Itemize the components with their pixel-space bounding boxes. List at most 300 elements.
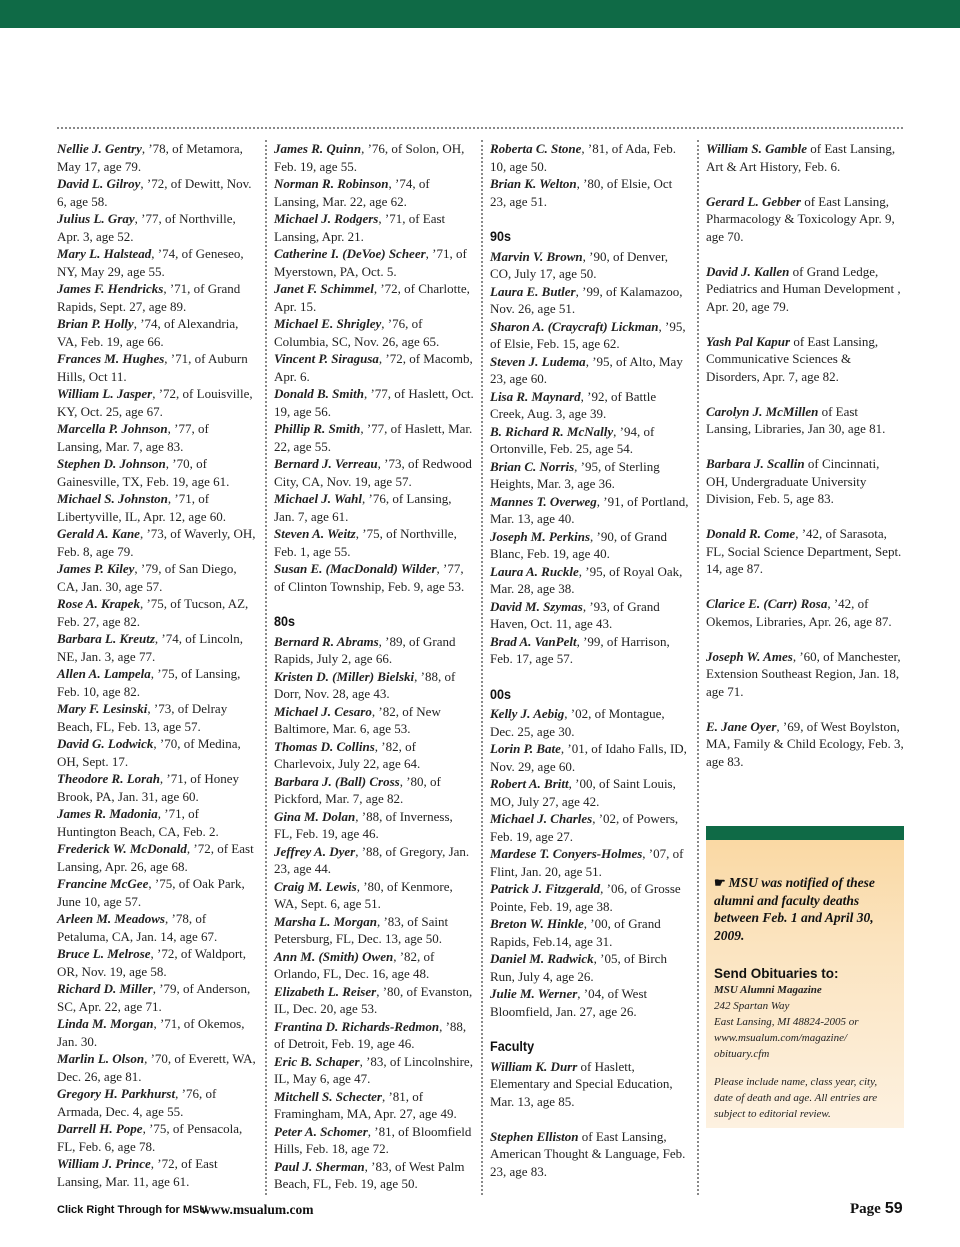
obituary-entry <box>57 420 257 455</box>
deceased-name: Marvin V. Brown <box>490 248 583 264</box>
obituary-entry <box>490 880 690 915</box>
obituary-entry <box>490 248 690 283</box>
obituary-detail: , ’81, of Bloomfield Hills, Feb. 18, age 72. <box>274 1123 472 1156</box>
deceased-name: William J. Prince <box>57 1156 151 1171</box>
obituary-detail: , ’77, of Haslett, Mar. 22, age 55. <box>274 421 473 454</box>
obituary-entry <box>706 718 904 771</box>
deceased-name: David L. Gilroy <box>57 176 141 191</box>
obituary-entry <box>490 705 690 740</box>
obituary-entry <box>57 1155 257 1190</box>
deceased-name: Yash Pal Kapur <box>706 333 791 349</box>
deceased-name: Robert A. Britt <box>490 776 569 791</box>
obituary-detail: of East Lansing, American Thought & Language, Feb. 23, age 83. <box>490 1128 686 1179</box>
obituary-entry <box>490 598 690 633</box>
deceased-name: Stephen D. Johnson <box>57 456 166 471</box>
obituary-detail: , ’77, of Lansing, Mar. 7, age 83. <box>57 421 209 454</box>
obituary-detail: , ’75, of Lansing, Feb. 10, age 82. <box>57 666 241 699</box>
obituary-detail: , ’73, of Delray Beach, FL, Feb. 13, age 57. <box>57 701 228 734</box>
obituary-entry <box>274 1158 474 1193</box>
obituary-detail: of Cincinnati, OH, Undergraduate University Division, Feb. 5, age 83. <box>706 456 880 506</box>
deceased-name: Mardese T. Conyers-Holmes <box>490 846 643 861</box>
obituary-detail: , ’00, of Saint Louis, MO, July 27, age 42. <box>490 776 676 809</box>
obituary-entry <box>706 333 904 386</box>
obituary-detail: , ’01, of Idaho Falls, ID, Nov. 29, age 60. <box>490 741 687 774</box>
obituary-detail: , ’74, of Alexandria, VA, Feb. 19, age 66. <box>57 316 239 349</box>
obituary-entry <box>490 318 690 353</box>
obituary-section <box>490 686 690 1021</box>
obituary-entry <box>490 140 690 175</box>
notification-text <box>714 874 896 944</box>
obituary-detail: , ’82, of Orlando, FL, Dec. 16, age 48. <box>274 948 435 981</box>
address-line: 242 Spartan Way <box>714 1000 790 1012</box>
obituary-column-4 <box>706 140 904 788</box>
obituary-entry <box>57 1120 257 1155</box>
obituary-entry <box>490 1058 690 1111</box>
deceased-name: Michael S. Johnston <box>57 491 168 506</box>
obituary-entry <box>57 560 257 595</box>
obituary-detail: , ’76, of Armada, Dec. 4, age 55. <box>57 1086 217 1119</box>
deceased-name: Mary L. Halstead <box>57 246 152 261</box>
obituary-entry <box>706 455 904 508</box>
deceased-name: Laura A. Ruckle <box>490 563 579 579</box>
deceased-name: Paul J. Sherman <box>274 1158 365 1174</box>
column-divider <box>697 140 699 1195</box>
obituary-detail: , ’93, of Grand Haven, Oct. 11, age 43. <box>490 598 660 631</box>
obituary-entry <box>57 945 257 980</box>
obituary-detail: , ’75, of Tucson, AZ, Feb. 27, age 82. <box>57 596 249 629</box>
deceased-name: Arleen M. Meadows <box>57 911 165 926</box>
obituary-entry <box>490 493 690 528</box>
deceased-name: William K. Durr <box>490 1058 578 1074</box>
deceased-name: Barbara J. Scallin <box>706 456 805 471</box>
deceased-name: Bernard R. Abrams <box>274 633 379 649</box>
section-heading: 90s <box>490 228 512 244</box>
submission-note: Please include name, class year, city, date of death and age. All entries are subject to editorial review. <box>714 1076 878 1120</box>
obituary-entry <box>57 770 257 805</box>
deceased-name: Stephen Elliston <box>490 1128 579 1144</box>
obituary-entry <box>274 913 474 948</box>
obituary-detail: , ’78, of Petaluma, CA, Jan. 14, age 67. <box>57 911 218 944</box>
deceased-name: William L. Jasper <box>57 386 153 401</box>
deceased-name: Frances M. Hughes <box>57 351 165 366</box>
deceased-name: Barbara J. (Ball) Cross <box>274 773 400 789</box>
deceased-name: Peter A. Schomer <box>274 1123 368 1139</box>
deceased-name: Richard D. Miller <box>57 981 153 996</box>
obituary-entry <box>274 773 474 808</box>
deceased-name: Marsha L. Morgan <box>274 913 377 929</box>
top-dotted-rule <box>57 127 903 129</box>
obituary-entry <box>274 350 474 385</box>
mailing-address <box>714 998 896 1062</box>
obituary-entry <box>274 490 474 525</box>
obituary-detail: , ’79, of Anderson, SC, Apr. 22, age 71. <box>57 981 251 1014</box>
obituary-detail: , ’71, of Grand Rapids, Sept. 27, age 89. <box>57 281 241 314</box>
obituary-detail: , ’69, of West Boylston, MA, Family & Child Ecology, Feb. 3, age 83. <box>706 718 904 769</box>
obituary-detail: , ’72, of Dewitt, Nov. 6, age 58. <box>57 176 252 209</box>
deceased-name: Brian P. Holly <box>57 316 134 331</box>
page-number <box>850 1200 903 1218</box>
obituary-detail: , ’70, of Everett, WA, Dec. 26, age 81. <box>57 1051 256 1084</box>
deceased-name: Theodore R. Lorah <box>57 771 160 786</box>
obituary-entry <box>490 388 690 423</box>
deceased-name: Craig M. Lewis <box>274 878 357 894</box>
obituary-detail: , ’95, of Royal Oak, Mar. 28, age 38. <box>490 563 683 596</box>
obituary-entry <box>57 210 257 245</box>
deceased-name: Susan E. (MacDonald) Wilder <box>274 561 437 576</box>
deceased-name: Eric B. Schaper <box>274 1053 360 1069</box>
deceased-name: Gerard L. Gebber <box>706 193 801 209</box>
obituary-detail: , ’90, of Grand Blanc, Feb. 19, age 40. <box>490 528 667 561</box>
obituary-entry <box>274 455 474 490</box>
obituary-column-2 <box>274 140 474 1193</box>
obituary-detail: , ’71, of East Lansing, Apr. 21. <box>274 211 446 244</box>
obituary-detail: , ’72, of Waldport, OR, Nov. 19, age 58. <box>57 946 247 979</box>
deceased-name: Janet F. Schimmel <box>274 281 374 296</box>
obituary-section <box>490 1038 690 1180</box>
obituary-detail: , ’90, of Denver, CO, July 17, age 50. <box>490 248 669 281</box>
deceased-name: Brian K. Welton <box>490 176 577 191</box>
obituary-section <box>490 228 690 668</box>
obituary-detail: , ’72, of Macomb, Apr. 6. <box>274 351 473 384</box>
deceased-name: Kelly J. Aebig <box>490 706 565 721</box>
section-heading: 80s <box>274 613 296 629</box>
obituary-entry <box>274 843 474 878</box>
deceased-name: Nellie J. Gentry <box>57 141 142 156</box>
obituary-detail: , ’04, of West Bloomfield, Jan. 27, age 26. <box>490 986 648 1019</box>
obituary-entry <box>490 633 690 668</box>
deceased-name: Laura E. Butler <box>490 283 576 299</box>
obituary-entry <box>706 403 904 438</box>
obituary-detail: of East Lansing, Pharmacology & Toxicology Apr. 9, age 70. <box>706 193 895 244</box>
obituary-detail: , ’99, of Kalamazoo, Nov. 26, age 51. <box>490 283 683 316</box>
obituary-detail: , ’95, of Elsie, Feb. 15, age 62. <box>490 318 686 351</box>
deceased-name: Ann M. (Smith) Owen <box>274 948 394 964</box>
obituary-detail: , ’00, of Grand Rapids, Feb.14, age 31. <box>490 916 661 949</box>
obituary-detail: , ’71, of Honey Brook, PA, Jan. 31, age 60. <box>57 771 239 804</box>
footer-tagline: Click Right Through for MSU <box>57 1204 208 1216</box>
obituary-entry <box>57 595 257 630</box>
obituary-section <box>274 613 474 1193</box>
obituary-entry <box>57 875 257 910</box>
obituary-detail: , ’76, of Lansing, Jan. 7, age 61. <box>274 491 452 524</box>
obituary-detail: , ’75, of Pensacola, FL, Feb. 6, age 78. <box>57 1121 243 1154</box>
deceased-name: Francine McGee <box>57 876 149 891</box>
deceased-name: Gerald A. Kane <box>57 526 140 541</box>
deceased-name: Michael J. Wahl <box>274 491 363 506</box>
deceased-name: Thomas D. Collins <box>274 738 375 754</box>
deceased-name: Bruce L. Melrose <box>57 946 151 961</box>
deceased-name: Brian C. Norris <box>490 458 575 474</box>
obituary-detail: , ’71, of Okemos, Jan. 30. <box>57 1016 245 1049</box>
obituary-detail: , ’80, of Elsie, Oct 23, age 51. <box>490 176 673 209</box>
address-line[interactable]: www.msualum.com/magazine/ <box>714 1032 848 1044</box>
section-heading: 00s <box>490 685 512 702</box>
deceased-name: David J. Kallen <box>706 263 790 279</box>
deceased-name: Michael J. Cesaro <box>274 703 372 719</box>
deceased-name: James F. Hendricks <box>57 281 164 296</box>
obituary-entry <box>706 140 904 175</box>
obituary-detail: , ’72, of Charlotte, Apr. 15. <box>274 281 470 314</box>
obituary-entry <box>57 350 257 385</box>
obituary-entry <box>490 563 690 598</box>
obituary-entry <box>274 210 474 245</box>
deceased-name: William S. Gamble <box>706 141 807 156</box>
obituary-detail: , ’07, of Flint, Jan. 20, age 51. <box>490 846 684 879</box>
column-divider <box>481 140 483 1195</box>
deceased-name: Mitchell S. Schecter <box>274 1088 382 1104</box>
obituary-section <box>490 140 690 210</box>
obituary-entry <box>274 1088 474 1123</box>
obituary-entry <box>490 915 690 950</box>
obituary-detail: of Haslett, Elementary and Special Education, Mar. 13, age 85. <box>490 1058 673 1109</box>
obituary-detail: , ’80, of Kenmore, WA, Sept. 6, age 51. <box>274 878 453 911</box>
deceased-name: Lisa R. Maynard <box>490 388 581 404</box>
deceased-name: Darrell H. Pope <box>57 1121 143 1136</box>
obituary-detail: , ’77, of Haslett, Oct. 19, age 56. <box>274 386 474 419</box>
obituary-entry <box>274 140 474 175</box>
obituary-entry <box>274 668 474 703</box>
deceased-name: Norman R. Robinson <box>274 176 389 191</box>
pointing-hand-icon: ☛ <box>714 875 726 890</box>
obituary-detail: , ’71, of Myerstown, PA, Oct. 5. <box>274 246 467 279</box>
obituary-entry <box>490 775 690 810</box>
obituary-detail: , ’73, of Waverly, OH, Feb. 8, age 79. <box>57 526 256 559</box>
deceased-name: Vincent P. Siragusa <box>274 351 379 366</box>
obituary-detail: , ’73, of Redwood City, CA, Nov. 19, age 57. <box>274 456 472 489</box>
deceased-name: Joseph M. Perkins <box>490 528 591 544</box>
obituary-detail: , ’88, of Inverness, FL, Feb. 19, age 46. <box>274 808 453 841</box>
obituary-detail: , ’42, of Sarasota, FL, Social Science Department, Sept. 14, age 87. <box>706 526 902 576</box>
deceased-name: James P. Kiley <box>57 561 135 576</box>
obituary-detail: , ’95, of Alto, May 23, age 60. <box>490 353 683 386</box>
deceased-name: Frantina D. Richards-Redmon <box>274 1018 440 1034</box>
obituary-detail: , ’70, of Gainesville, TX, Feb. 19, age 61. <box>57 456 230 489</box>
column-divider <box>265 140 267 1195</box>
obituary-entry <box>274 738 474 773</box>
deceased-name: Gregory H. Parkhurst <box>57 1086 176 1101</box>
obituary-detail: , ’88, of Detroit, Feb. 19, age 46. <box>274 1018 467 1051</box>
obituary-detail: , ’60, of Manchester, Extension Southeast Region, Jan. 18, age 71. <box>706 648 901 699</box>
deceased-name: Allen A. Lampela <box>57 666 151 681</box>
deceased-name: Michael J. Charles <box>490 811 593 826</box>
deceased-name: Mannes T. Overweg <box>490 493 597 509</box>
obituary-entry <box>57 735 257 770</box>
obituary-detail: , ’83, of West Palm Beach, FL, Feb. 19, age 50. <box>274 1158 465 1191</box>
deceased-name: Kristen D. (Miller) Bielski <box>274 668 415 684</box>
obituary-entry <box>274 420 474 455</box>
obituary-detail: , ’77, of Clinton Township, Feb. 9, age 53. <box>274 561 465 594</box>
obituary-detail: , ’72, of East Lansing, Mar. 11, age 61. <box>57 1156 218 1189</box>
obituary-detail: , ’82, of Charlevoix, July 22, age 64. <box>274 738 421 771</box>
obituary-entry <box>490 353 690 388</box>
obituary-detail: of East Lansing, Libraries, Jan 30, age 81. <box>706 403 886 436</box>
deceased-name: Breton W. Hinkle <box>490 916 584 931</box>
obituary-detail: , ’88, of Dorr, Nov. 28, age 43. <box>274 668 456 701</box>
obituary-detail: , ’02, of Montague, Dec. 25, age 30. <box>490 706 665 739</box>
obituary-detail: , ’06, of Grosse Pointe, Feb. 19, age 38. <box>490 881 681 914</box>
deceased-name: Clarice E. (Carr) Rosa <box>706 596 828 611</box>
obituary-detail: , ’75, of Oak Park, June 10, age 57. <box>57 876 245 909</box>
obituary-detail: , ’76, of Solon, OH, Feb. 19, age 55. <box>274 141 465 174</box>
deceased-name: Roberta C. Stone <box>490 141 582 156</box>
obituary-detail: , ’71, of Huntington Beach, CA, Feb. 2. <box>57 806 219 839</box>
obituary-entry <box>274 525 474 560</box>
obituary-detail: , ’82, of New Baltimore, Mar. 6, age 53. <box>274 703 441 736</box>
deceased-name: Daniel M. Radwick <box>490 951 594 966</box>
obituary-entry <box>274 385 474 420</box>
deceased-name: David G. Lodwick <box>57 736 154 751</box>
obituary-detail: , ’42, of Okemos, Libraries, Apr. 26, age 87. <box>706 596 892 629</box>
obituary-detail: of East Lansing, Art & Art History, Feb. 6. <box>706 141 896 174</box>
deceased-name: Carolyn J. McMillen <box>706 403 819 419</box>
obituary-detail: , ’81, of Framingham, MA, Apr. 27, age 49. <box>274 1088 457 1121</box>
obituary-detail: , ’91, of Portland, Mar. 13, age 40. <box>490 493 689 526</box>
obituary-entry <box>490 950 690 985</box>
obituary-entry <box>490 985 690 1020</box>
deceased-name: Catherine I. (DeVoe) Scheer <box>274 246 426 261</box>
deceased-name: Michael E. Shrigley <box>274 316 382 331</box>
obituary-entry <box>57 1050 257 1085</box>
obituary-entry <box>274 1123 474 1158</box>
obituary-entry <box>57 665 257 700</box>
obituary-entry <box>57 525 257 560</box>
obituary-entry <box>57 805 257 840</box>
obituary-entry <box>274 560 474 595</box>
obituary-detail: , ’99, of Harrison, Feb. 17, age 57. <box>490 633 670 666</box>
obituary-detail: , ’92, of Battle Creek, Aug. 3, age 39. <box>490 388 657 421</box>
obituary-detail: , ’72, of Louisville, KY, Oct. 25, age 67. <box>57 386 253 419</box>
obituary-entry <box>490 283 690 318</box>
obituary-column-1 <box>57 140 257 1190</box>
deceased-name: Elizabeth L. Reiser <box>274 983 377 999</box>
magazine-name: MSU Alumni Magazine <box>714 984 822 996</box>
obituary-entry <box>57 630 257 665</box>
obituary-entry <box>490 1128 690 1181</box>
obituary-detail: of Grand Ledge, Pediatrics and Human Development , Apr. 20, age 79. <box>706 263 901 314</box>
deceased-name: E. Jane Oyer <box>706 718 777 734</box>
deceased-name: Gina M. Dolan <box>274 808 356 824</box>
deceased-name: James R. Madonia <box>57 806 158 821</box>
obituary-entry <box>57 490 257 525</box>
obituary-entry <box>57 175 257 210</box>
obituary-entry <box>274 703 474 738</box>
obituary-detail: , ’81, of Ada, Feb. 10, age 50. <box>490 141 676 174</box>
obituary-entry <box>274 983 474 1018</box>
deceased-name: Steven J. Ludema <box>490 353 586 369</box>
obituary-section <box>274 140 474 595</box>
deceased-name: James R. Quinn <box>274 141 362 156</box>
obituary-detail: , ’80, of Evanston, IL, Dec. 20, age 53. <box>274 983 473 1016</box>
obituary-detail: , ’02, of Powers, Feb. 19, age 27. <box>490 811 679 844</box>
obituary-detail: , ’05, of Birch Run, July 4, age 26. <box>490 951 667 984</box>
obituary-entry <box>274 245 474 280</box>
deceased-name: Barbara L. Kreutz <box>57 631 155 646</box>
address-line[interactable]: obituary.cfm <box>714 1048 770 1060</box>
obituary-entry <box>57 315 257 350</box>
obituary-detail: , ’80, of Pickford, Mar. 7, age 82. <box>274 773 441 806</box>
obituary-detail: , ’74, of Lansing, Mar. 22, age 62. <box>274 176 430 209</box>
page-number-value: 59 <box>884 1200 903 1217</box>
obituary-entry <box>57 245 257 280</box>
obituary-entry <box>57 1085 257 1120</box>
deceased-name: Lorin P. Bate <box>490 741 561 756</box>
page-label: Page <box>850 1201 881 1217</box>
obituary-entry <box>706 648 904 701</box>
info-box-green-band <box>706 826 904 840</box>
deceased-name: Michael J. Rodgers <box>274 211 379 226</box>
obituary-detail: of East Lansing, Communicative Sciences & Disorders, Apr. 7, age 82. <box>706 333 879 384</box>
obituary-section <box>57 140 257 1190</box>
obituary-entry <box>57 700 257 735</box>
obituary-entry <box>490 423 690 458</box>
obituary-entry <box>490 458 690 493</box>
obituary-entry <box>57 1015 257 1050</box>
deceased-name: Bernard J. Verreau <box>274 456 378 471</box>
deceased-name: Steven A. Weitz <box>274 526 356 541</box>
obituary-entry <box>274 1053 474 1088</box>
footer-url-link[interactable]: www.msualum.com <box>201 1202 314 1217</box>
obituary-detail: , ’76, of Columbia, SC, Nov. 26, age 65. <box>274 316 440 349</box>
obituary-detail: , ’70, of Medina, OH, Sept. 17. <box>57 736 241 769</box>
obituary-entry <box>706 263 904 316</box>
deceased-name: Donald R. Come <box>706 526 796 541</box>
obituary-entry <box>57 910 257 945</box>
obituary-entry <box>274 1018 474 1053</box>
obituary-detail: , ’72, of East Lansing, Apr. 26, age 68. <box>57 841 254 874</box>
notice-text: MSU was notified of these alumni and faculty deaths between Feb. 1 and April 30, 2009. <box>714 875 875 943</box>
obituary-detail: , ’88, of Gregory, Jan. 23, age 44. <box>274 843 470 876</box>
obituary-entry <box>57 385 257 420</box>
obituary-entry <box>57 455 257 490</box>
obituary-detail: , ’75, of Northville, Feb. 1, age 55. <box>274 526 457 559</box>
obituary-entry <box>57 840 257 875</box>
obituary-entry <box>274 175 474 210</box>
deceased-name: Jeffrey A. Dyer <box>274 843 356 859</box>
deceased-name: Linda M. Morgan <box>57 1016 154 1031</box>
obituary-entry <box>274 315 474 350</box>
address-line: East Lansing, MI 48824-2005 or <box>714 1016 859 1028</box>
obituary-entry <box>490 528 690 563</box>
deceased-name: David M. Szymas <box>490 598 583 614</box>
obituary-detail: , ’79, of San Diego, CA, Jan. 30, age 57. <box>57 561 237 594</box>
obituary-detail: , ’77, of Northville, Apr. 3, age 52. <box>57 211 236 244</box>
deceased-name: Rose A. Krapek <box>57 596 140 611</box>
send-obituaries-heading: Send Obituaries to: <box>714 966 839 981</box>
deceased-name: Phillip R. Smith <box>274 421 361 436</box>
deceased-name: Donald B. Smith <box>274 386 364 401</box>
obituary-entry <box>706 525 904 578</box>
obituary-detail: , ’83, of Lincolnshire, IL, May 6, age 47. <box>274 1053 473 1086</box>
deceased-name: Marlin L. Olson <box>57 1051 145 1066</box>
obituary-entry <box>490 810 690 845</box>
obituary-column-3 <box>490 140 690 1198</box>
obituary-section <box>706 140 904 770</box>
deceased-name: Julius L. Gray <box>57 211 135 226</box>
deceased-name: Sharon A. (Craycraft) Lickman <box>490 318 659 334</box>
obituary-entry <box>57 280 257 315</box>
deceased-name: Mary F. Lesinski <box>57 701 148 716</box>
obituary-entry <box>490 845 690 880</box>
deceased-name: B. Richard R. McNally <box>490 423 614 439</box>
obituary-entry <box>274 878 474 913</box>
obituary-detail: , ’74, of Lincoln, NE, Jan. 3, age 77. <box>57 631 243 664</box>
obituary-detail: , ’78, of Metamora, May 17, age 79. <box>57 141 243 174</box>
obituary-detail: , ’89, of Grand Rapids, July 2, age 66. <box>274 633 456 666</box>
obituary-entry <box>274 808 474 843</box>
deceased-name: Joseph W. Ames <box>706 648 793 664</box>
obituary-entry <box>706 595 904 630</box>
obituary-entry <box>490 175 690 210</box>
